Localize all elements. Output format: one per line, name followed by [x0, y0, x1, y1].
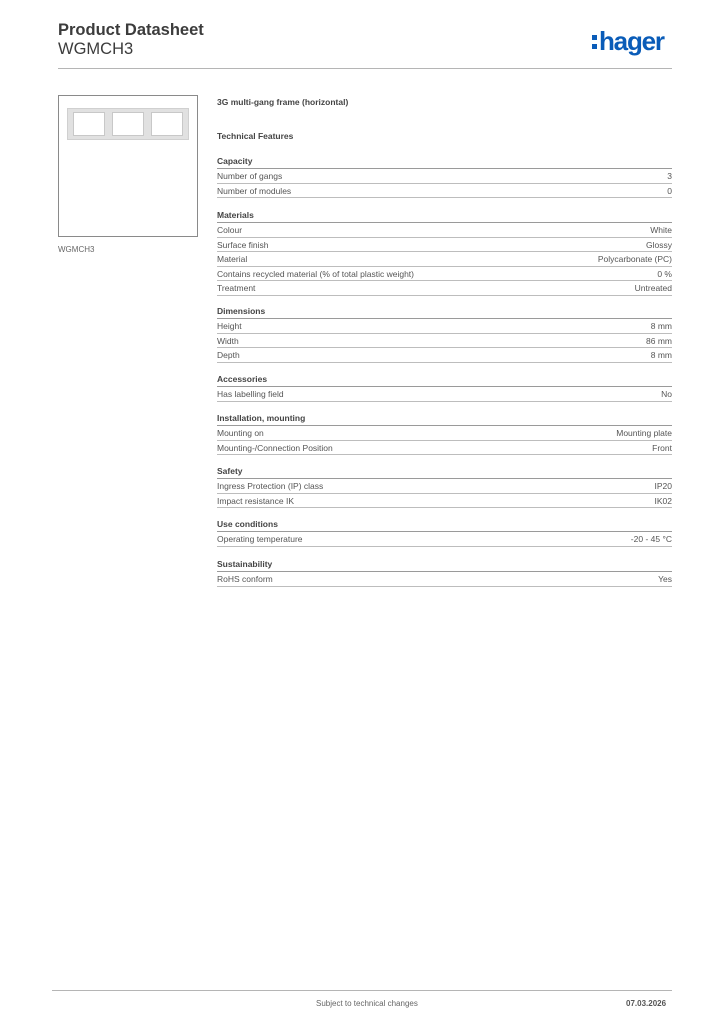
spec-row — [217, 494, 672, 509]
product-image — [58, 95, 198, 237]
section-accessories — [217, 373, 672, 402]
spec-row — [217, 572, 672, 587]
spec-label: Contains recycled material (% of total plastic weight) — [217, 268, 414, 279]
section-title: Installation, mounting — [217, 412, 672, 426]
spec-value: 86 mm — [646, 335, 672, 346]
spec-row — [217, 184, 672, 199]
spec-label: Surface finish — [217, 239, 269, 250]
spec-label: Depth — [217, 350, 240, 360]
section-capacity — [217, 155, 672, 198]
image-caption: WGMCH3 — [58, 245, 95, 254]
spec-label: Number of modules — [217, 185, 292, 196]
hager-logo — [592, 28, 674, 58]
spec-value: -20 - 45 °C — [630, 534, 672, 544]
section-materials — [217, 209, 672, 296]
spec-row — [217, 426, 672, 441]
spec-label: Has labelling field — [217, 389, 284, 399]
footer-note: Subject to technical changes — [316, 999, 418, 1008]
spec-row — [217, 319, 672, 334]
spec-row — [217, 169, 672, 184]
spec-label: Colour — [217, 225, 243, 235]
section-title: Use conditions — [217, 518, 672, 532]
spec-label: Height — [217, 321, 242, 331]
spec-value: Polycarbonate (PC) — [597, 254, 672, 264]
spec-value: 8 mm — [650, 321, 672, 331]
section-installation-mounting — [217, 412, 672, 455]
spec-value: Untreated — [634, 283, 672, 293]
footer-date: 07.03.2026 — [626, 999, 667, 1008]
spec-value: IK02 — [654, 495, 672, 506]
footer-divider — [52, 990, 672, 991]
spec-label: RoHS conform — [217, 574, 273, 584]
spec-value: 0 — [667, 185, 672, 196]
spec-label: Mounting on — [217, 428, 264, 438]
spec-label: Operating temperature — [217, 534, 303, 544]
section-title: Dimensions — [217, 305, 672, 319]
spec-value: Yes — [658, 574, 672, 584]
spec-row — [217, 348, 672, 363]
logo-text: hager — [599, 26, 664, 56]
spec-row — [217, 387, 672, 402]
spec-row — [217, 479, 672, 494]
spec-row — [217, 223, 672, 238]
spec-value: Mounting plate — [616, 428, 672, 438]
spec-label: Impact resistance IK — [217, 495, 295, 506]
spec-value: Front — [652, 442, 672, 453]
spec-label: Material — [217, 254, 248, 264]
spec-row — [217, 334, 672, 349]
section-title: Accessories — [217, 373, 672, 387]
section-dimensions — [217, 305, 672, 363]
spec-value: 8 mm — [650, 350, 672, 360]
spec-row — [217, 267, 672, 282]
spec-label: Mounting-/Connection Position — [217, 442, 333, 453]
header-product-code: WGMCH3 — [58, 40, 134, 58]
header-divider — [58, 68, 672, 69]
spec-label: Treatment — [217, 283, 256, 293]
spec-value: No — [661, 389, 672, 399]
spec-value: IP20 — [654, 481, 672, 491]
spec-row — [217, 252, 672, 267]
spec-row — [217, 238, 672, 253]
section-title: Capacity — [217, 155, 672, 169]
spec-row — [217, 441, 672, 456]
technical-features-heading: Technical Features — [217, 131, 294, 141]
section-title: Materials — [217, 209, 672, 223]
spec-value: 3 — [667, 171, 672, 181]
logo-dots-icon — [592, 35, 597, 52]
frame-illustration-icon — [67, 108, 189, 140]
section-safety — [217, 465, 672, 508]
section-title: Safety — [217, 465, 672, 479]
spec-label: Width — [217, 335, 239, 346]
section-sustainability — [217, 558, 672, 587]
spec-label: Number of gangs — [217, 171, 283, 181]
section-use-conditions — [217, 518, 672, 547]
spec-value: White — [650, 225, 672, 235]
section-title: Sustainability — [217, 558, 672, 572]
product-name: 3G multi-gang frame (horizontal) — [217, 97, 349, 107]
spec-row — [217, 281, 672, 296]
spec-value: 0 % — [657, 268, 672, 279]
spec-row — [217, 532, 672, 547]
spec-label: Ingress Protection (IP) class — [217, 481, 324, 491]
header-title: Product Datasheet — [58, 21, 204, 39]
spec-value: Glossy — [646, 239, 672, 250]
